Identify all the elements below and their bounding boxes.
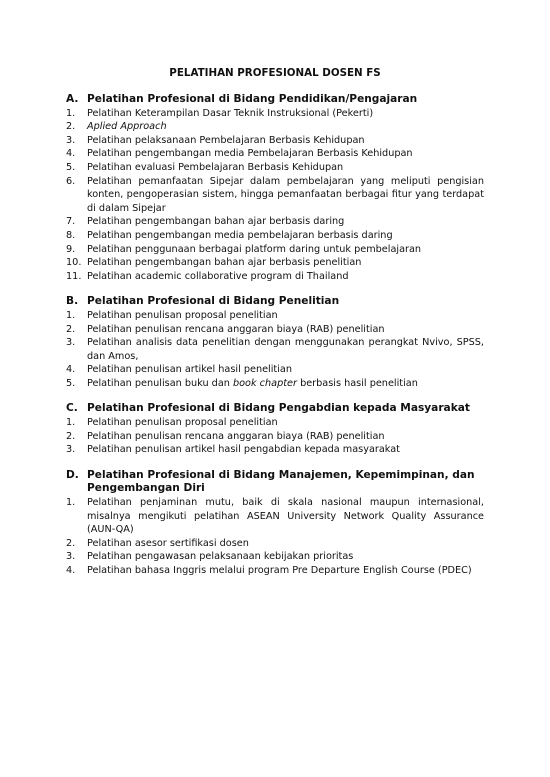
section-d: [66, 469, 484, 578]
list-item: [66, 229, 484, 243]
item-text: Pelatihan penjaminan mutu, baik di skala nasional maupun internasional, misalnya mengikuti pelatihan ASEAN University Network Quality Assurance (AUN-QA): [87, 497, 484, 536]
list-item: [66, 496, 484, 537]
item-text: Pelatihan pengembangan media pembelajaran berbasis daring: [87, 229, 393, 241]
item-text: Pelatihan pengembangan media Pembelajaran Berbasis Kehidupan: [87, 148, 413, 160]
section-letter: D.: [66, 468, 79, 481]
list-item: [66, 564, 484, 578]
item-number: 1.: [66, 309, 76, 321]
training-list: [66, 416, 484, 457]
list-item: [66, 175, 484, 216]
training-list: [66, 496, 484, 578]
item-number: 3.: [66, 551, 76, 563]
item-text: Pelatihan academic collaborative program di Thailand: [87, 270, 349, 282]
item-text: Aplied Approach: [87, 121, 167, 133]
item-text: [87, 377, 484, 391]
training-list: [66, 309, 484, 391]
item-number: 2.: [66, 323, 76, 335]
section-heading: [66, 295, 484, 309]
list-item: [66, 256, 484, 270]
sections-container: [66, 93, 484, 578]
list-item: [66, 243, 484, 257]
item-text: Pelatihan pengawasan pelaksanaan kebijakan prioritas: [87, 551, 354, 563]
item-number: 10.: [66, 257, 82, 269]
list-item: [66, 147, 484, 161]
item-number: 8.: [66, 229, 76, 241]
item-number: 1.: [66, 107, 76, 119]
list-item: [66, 134, 484, 148]
item-text: Pelatihan pelaksanaan Pembelajaran Berbasis Kehidupan: [87, 134, 365, 146]
section-heading: [66, 469, 484, 496]
list-item: [66, 443, 484, 457]
item-text: Pelatihan penulisan proposal penelitian: [87, 309, 278, 321]
item-text: Pelatihan asesor sertifikasi dosen: [87, 537, 249, 549]
item-text: Pelatihan penulisan proposal penelitian: [87, 417, 278, 429]
item-text: Pelatihan penulisan artikel hasil penelitian: [87, 364, 292, 376]
item-number: 5.: [66, 161, 76, 173]
item-text: Pelatihan Keterampilan Dasar Teknik Instruksional (Pekerti): [87, 107, 374, 119]
item-text: Pelatihan bahasa Inggris melalui program Pre Departure English Course (PDEC): [87, 565, 472, 576]
list-item: [66, 309, 484, 323]
list-item: [66, 377, 484, 391]
item-text: Pelatihan pengembangan bahan ajar berbasis penelitian: [87, 257, 362, 269]
item-number: 3.: [66, 337, 76, 349]
item-number: 1.: [66, 417, 76, 429]
item-number: 11.: [66, 270, 82, 282]
list-item: [66, 215, 484, 229]
list-item: [66, 537, 484, 551]
item-number: 1.: [66, 497, 76, 509]
section-heading: [66, 402, 484, 416]
item-number: 5.: [66, 377, 76, 389]
document-title: PELATIHAN PROFESIONAL DOSEN FS: [169, 67, 381, 79]
section-title: Pelatihan Profesional di Bidang Penelitian: [87, 295, 340, 308]
list-item: [66, 323, 484, 337]
item-text: Pelatihan pengembangan bahan ajar berbasis daring: [87, 216, 345, 228]
item-text: Pelatihan penulisan rencana anggaran biaya (RAB) penelitian: [87, 323, 385, 335]
item-number: 3.: [66, 134, 76, 146]
item-number: 9.: [66, 243, 76, 255]
item-text: Pelatihan penulisan artikel hasil pengabdian kepada masyarakat: [87, 444, 400, 456]
section-title: Pelatihan Profesional di Bidang Manajemen, Kepemimpinan, dan Pengembangan Diri: [87, 468, 475, 495]
section-b: [66, 295, 484, 390]
list-item: [66, 120, 484, 134]
section-letter: C.: [66, 402, 78, 415]
item-text: Pelatihan penggunaan berbagai platform daring untuk pembelajaran: [87, 243, 422, 255]
item-text: Pelatihan evaluasi Pembelajaran Berbasis Kehidupan: [87, 161, 344, 173]
item-number: 4.: [66, 565, 76, 576]
training-list: [66, 107, 484, 284]
item-text: Pelatihan pemanfaatan Sipejar dalam pembelajaran yang meliputi pengisian konten, pengoperasian sistem, hingga pemanfaatan berbagai fitur yang terdapat di dalam Sipejar: [87, 175, 484, 214]
list-item: [66, 270, 484, 284]
item-number: 2.: [66, 430, 76, 442]
section-letter: A.: [66, 93, 79, 105]
section-heading: [66, 93, 484, 107]
list-item: [66, 363, 484, 377]
section-c: [66, 402, 484, 456]
item-number: 2.: [66, 121, 76, 133]
section-a: [66, 93, 484, 283]
section-letter: B.: [66, 295, 79, 308]
item-number: 3.: [66, 444, 76, 456]
item-number: 4.: [66, 364, 76, 376]
item-text-emphasis: book chapter: [232, 377, 297, 389]
list-item: [66, 161, 484, 175]
list-item: [66, 550, 484, 564]
item-number: 2.: [66, 537, 76, 549]
item-number: 6.: [66, 175, 76, 187]
list-item: [66, 336, 484, 363]
section-title: Pelatihan Profesional di Bidang Pendidikan/Pengajaran: [87, 93, 418, 105]
list-item: [66, 430, 484, 444]
item-text-part: Pelatihan penulisan buku dan: [87, 377, 233, 389]
list-item: [66, 416, 484, 430]
item-number: 4.: [66, 148, 76, 160]
item-text: Pelatihan analisis data penelitian dengan menggunakan perangkat Nvivo, SPSS, dan Amos,: [87, 337, 484, 362]
item-number: 7.: [66, 216, 76, 228]
section-title: Pelatihan Profesional di Bidang Pengabdian kepada Masyarakat: [87, 402, 470, 415]
item-text: Pelatihan penulisan rencana anggaran biaya (RAB) penelitian: [87, 430, 385, 442]
item-text-part: berbasis hasil penelitian: [296, 377, 418, 389]
list-item: [66, 107, 484, 121]
